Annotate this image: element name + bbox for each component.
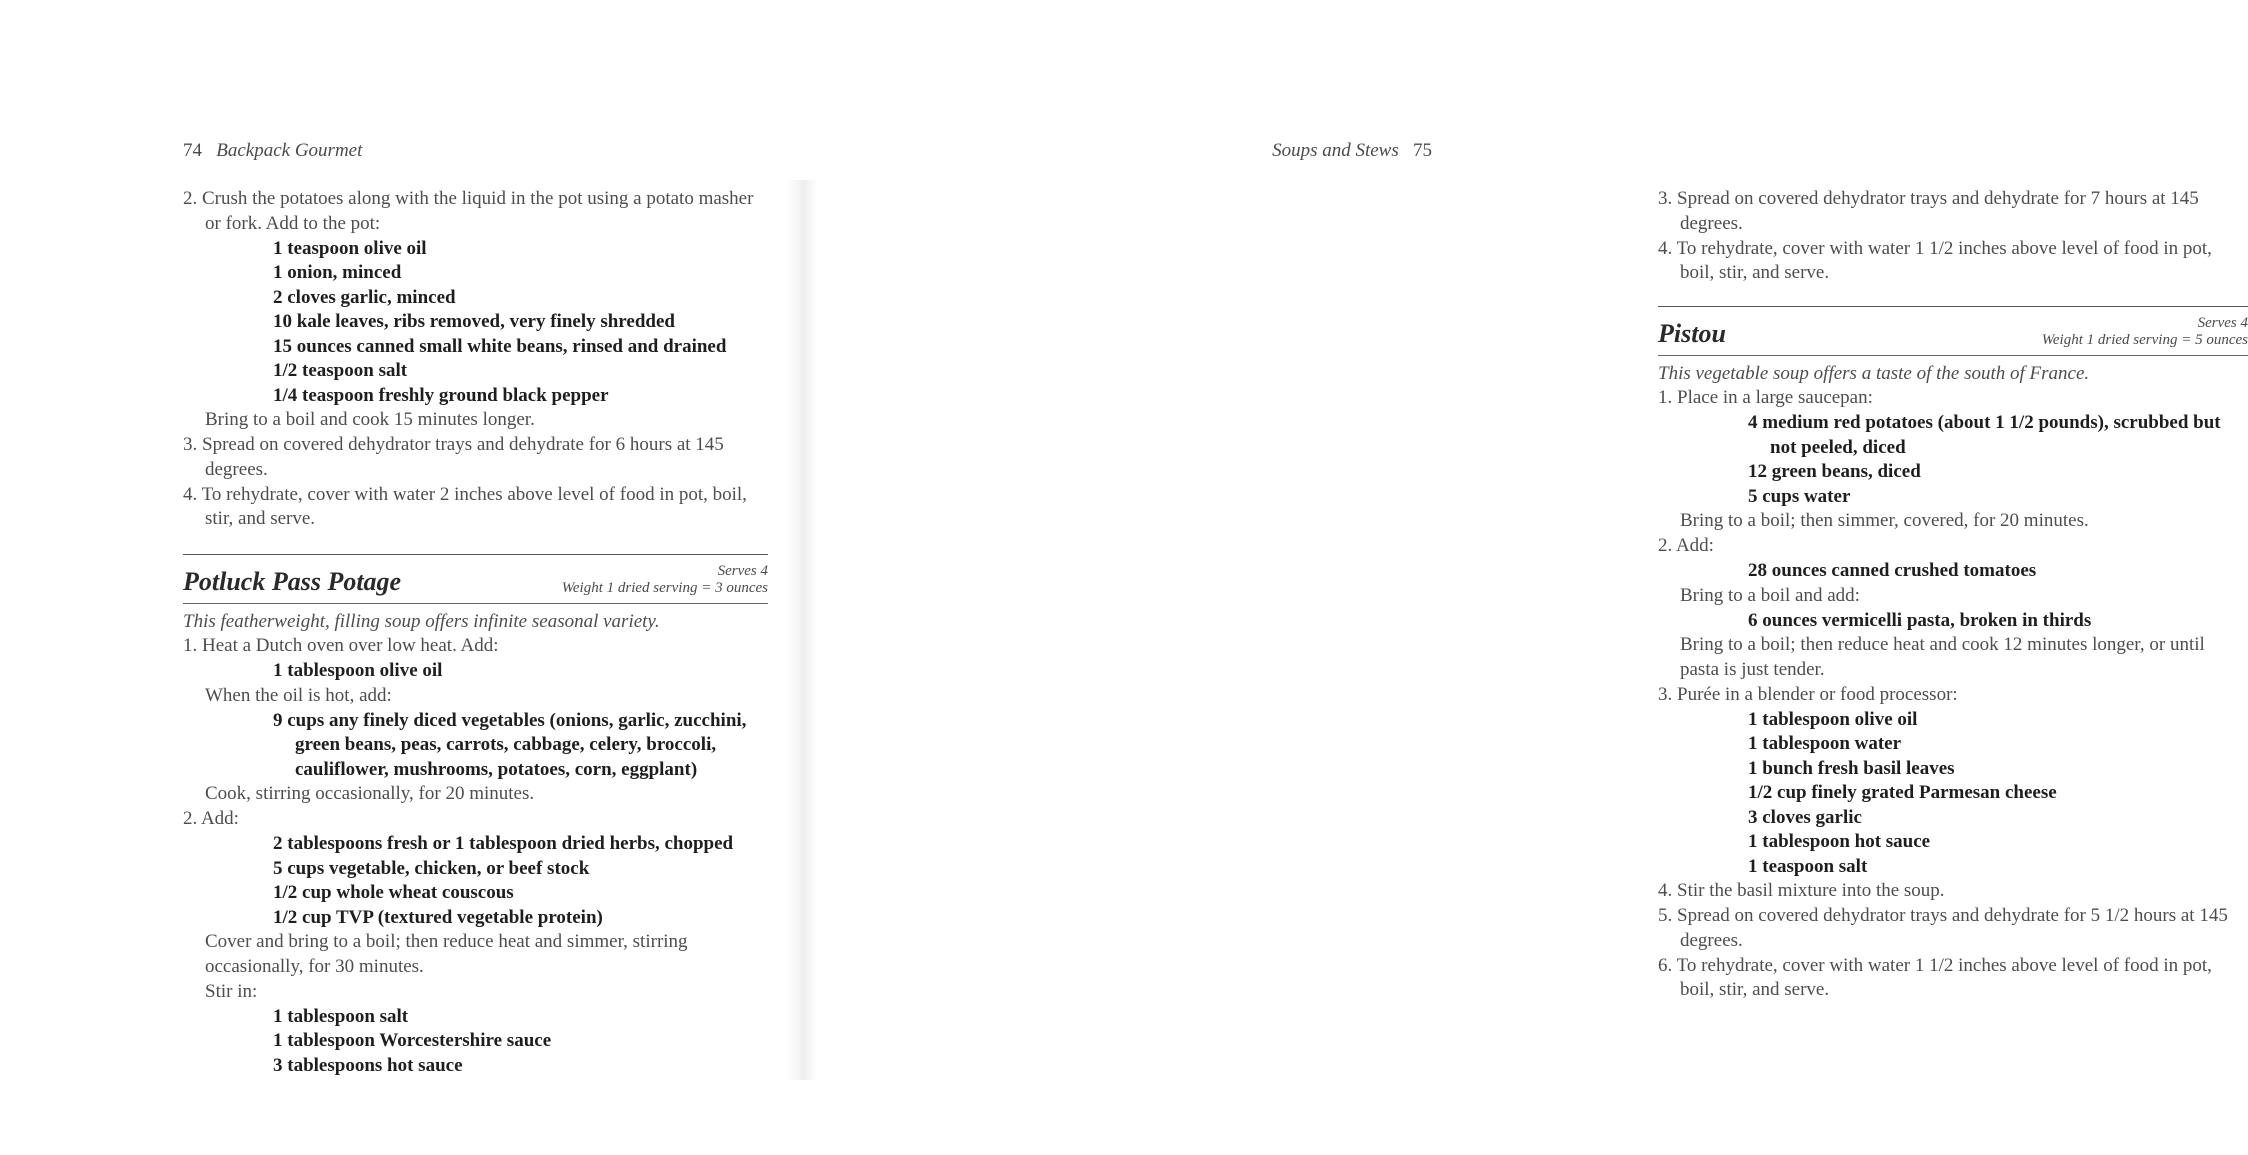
right-step-3: 3. Spread on covered dehydrator trays and dehydrate for 7 hours at 145 degrees.	[1658, 188, 2199, 234]
left-content	[183, 187, 768, 1078]
ingredient-line: 5 cups vegetable, chicken, or beef stock	[273, 857, 590, 879]
ingredient-line: 10 kale leaves, ribs removed, very finely shredded	[273, 311, 675, 332]
ingredient-line: 1 tablespoon Worcestershire sauce	[273, 1030, 552, 1051]
ingredient-line: 1/2 cup finely grated Parmesan cheese	[1748, 782, 2057, 803]
recipe-step1-after: Cook, stirring occasionally, for 20 minutes.	[205, 783, 535, 804]
recipe-step1-after: Bring to a boil; then simmer, covered, for 20 minutes.	[1680, 510, 2089, 531]
left-running-title: Backpack Gourmet	[216, 140, 363, 161]
recipe-title: Potluck Pass Potage	[183, 566, 402, 596]
ingredient-line: 3 cloves garlic	[1748, 806, 1862, 828]
ingredient-line: 1 tablespoon olive oil	[273, 660, 443, 681]
recipe-serves: Serves 4	[2197, 314, 2248, 331]
recipe-step2-stir: Stir in:	[205, 980, 258, 1002]
recipe-meta	[562, 563, 768, 601]
right-content	[1658, 187, 2248, 1003]
ingredient-line: 1 tablespoon water	[1748, 733, 1902, 754]
left-step-4: 4. To rehydrate, cover with water 2 inches above level of food in pot, boil, stir, and serve.	[183, 483, 747, 529]
left-step2-after: Bring to a boil and cook 15 minutes longer.	[205, 409, 535, 430]
ingredient-line: 1/4 teaspoon freshly ground black pepper	[273, 384, 609, 406]
ingredient-line: 2 tablespoons fresh or 1 tablespoon dried herbs, chopped	[273, 833, 734, 854]
recipe-meta	[2042, 315, 2248, 353]
left-step-3: 3. Spread on covered dehydrator trays and dehydrate for 6 hours at 145 degrees.	[183, 434, 724, 480]
recipe-weight: Weight 1 dried serving = 3 ounces	[561, 579, 768, 596]
ingredient-line: 1/2 cup TVP (textured vegetable protein)	[273, 906, 603, 928]
ingredient-line: 1 tablespoon salt	[273, 1005, 409, 1027]
ingredient-line: 6 ounces vermicelli pasta, broken in thirds	[1748, 609, 2092, 631]
ingredient-line: 1 tablespoon olive oil	[1748, 708, 1918, 730]
ingredient-line: 28 ounces canned crushed tomatoes	[1748, 560, 2037, 581]
ingredient-line: 3 tablespoons hot sauce	[273, 1054, 463, 1076]
recipe-step-2: 2. Add:	[183, 808, 239, 829]
ingredient-line: 1/2 teaspoon salt	[273, 360, 408, 381]
recipe-step2-mid: Bring to a boil and add:	[1680, 584, 1860, 606]
ingredient-line: 1 teaspoon salt	[1748, 855, 1868, 877]
right-step-4: 4. To rehydrate, cover with water 1 1/2 inches above level of food in pot, boil, stir, and serve.	[1658, 237, 2212, 283]
left-step2-ingredient-list	[183, 237, 768, 409]
recipe-step2-after: Cover and bring to a boil; then reduce heat and simmer, stirring occasionally, for 30 minutes.	[205, 931, 688, 977]
recipe-step-1: 1. Heat a Dutch oven over low heat. Add:	[183, 635, 499, 656]
recipe-rule-bottom	[1658, 355, 2248, 356]
recipe-header	[1658, 307, 2248, 353]
ingredient-line: 1/2 cup whole wheat couscous	[273, 882, 514, 903]
right-page	[800, 0, 2248, 1155]
ingredient-line: 9 cups any finely diced vegetables (onions, garlic, zucchini, green beans, peas, carrots, cabbage, celery, broccoli, cauliflower, mushrooms, potatoes, corn, eggplant)	[273, 709, 747, 780]
recipe-description: This featherweight, filling soup offers infinite seasonal variety.	[183, 610, 660, 632]
ingredient-line: 1 onion, minced	[273, 262, 402, 283]
recipe-step-6: 6. To rehydrate, cover with water 1 1/2 inches above level of food in pot, boil, stir, and serve.	[1658, 954, 2212, 1000]
recipe-header	[183, 555, 768, 601]
recipe-weight: Weight 1 dried serving = 5 ounces	[2041, 331, 2248, 348]
right-running-head	[1272, 140, 1432, 162]
left-page	[0, 0, 800, 1155]
ingredient-line: 1 teaspoon olive oil	[273, 237, 427, 259]
right-running-title: Soups and Stews	[1272, 140, 1399, 161]
recipe-rule-bottom	[183, 603, 768, 604]
ingredient-line: 4 medium red potatoes (about 1 1/2 pounds), scrubbed but not peeled, diced	[1748, 412, 2221, 458]
recipe-step-4: 4. Stir the basil mixture into the soup.	[1658, 880, 1945, 901]
ingredient-line: 2 cloves garlic, minced	[273, 286, 456, 308]
ingredient-line: 15 ounces canned small white beans, rinsed and drained	[273, 335, 727, 357]
left-page-number: 74	[183, 140, 202, 161]
recipe-step-2: 2. Add:	[1658, 535, 1714, 556]
recipe-step-5: 5. Spread on covered dehydrator trays and dehydrate for 5 1/2 hours at 145 degrees.	[1658, 905, 2228, 951]
recipe-description: This vegetable soup offers a taste of the south of France.	[1658, 362, 2090, 384]
recipe-step2-after: Bring to a boil; then reduce heat and cook 12 minutes longer, or until pasta is just tender.	[1680, 634, 2205, 680]
left-step-2: 2. Crush the potatoes along with the liquid in the pot using a potato masher or fork. Add to the pot:	[183, 188, 754, 234]
recipe-step-1: 1. Place in a large saucepan:	[1658, 387, 1873, 408]
ingredient-line: 5 cups water	[1748, 485, 1851, 507]
left-running-head	[183, 140, 362, 162]
right-page-number: 75	[1413, 140, 1432, 161]
ingredient-line: 12 green beans, diced	[1748, 461, 1921, 482]
ingredient-line: 1 bunch fresh basil leaves	[1748, 757, 1955, 779]
recipe-title: Pistou	[1658, 318, 1726, 348]
recipe-step1-mid: When the oil is hot, add:	[205, 684, 392, 706]
ingredient-line: 1 tablespoon hot sauce	[1748, 831, 1931, 852]
recipe-step-3: 3. Purée in a blender or food processor:	[1658, 683, 1958, 705]
recipe-serves: Serves 4	[717, 562, 768, 579]
